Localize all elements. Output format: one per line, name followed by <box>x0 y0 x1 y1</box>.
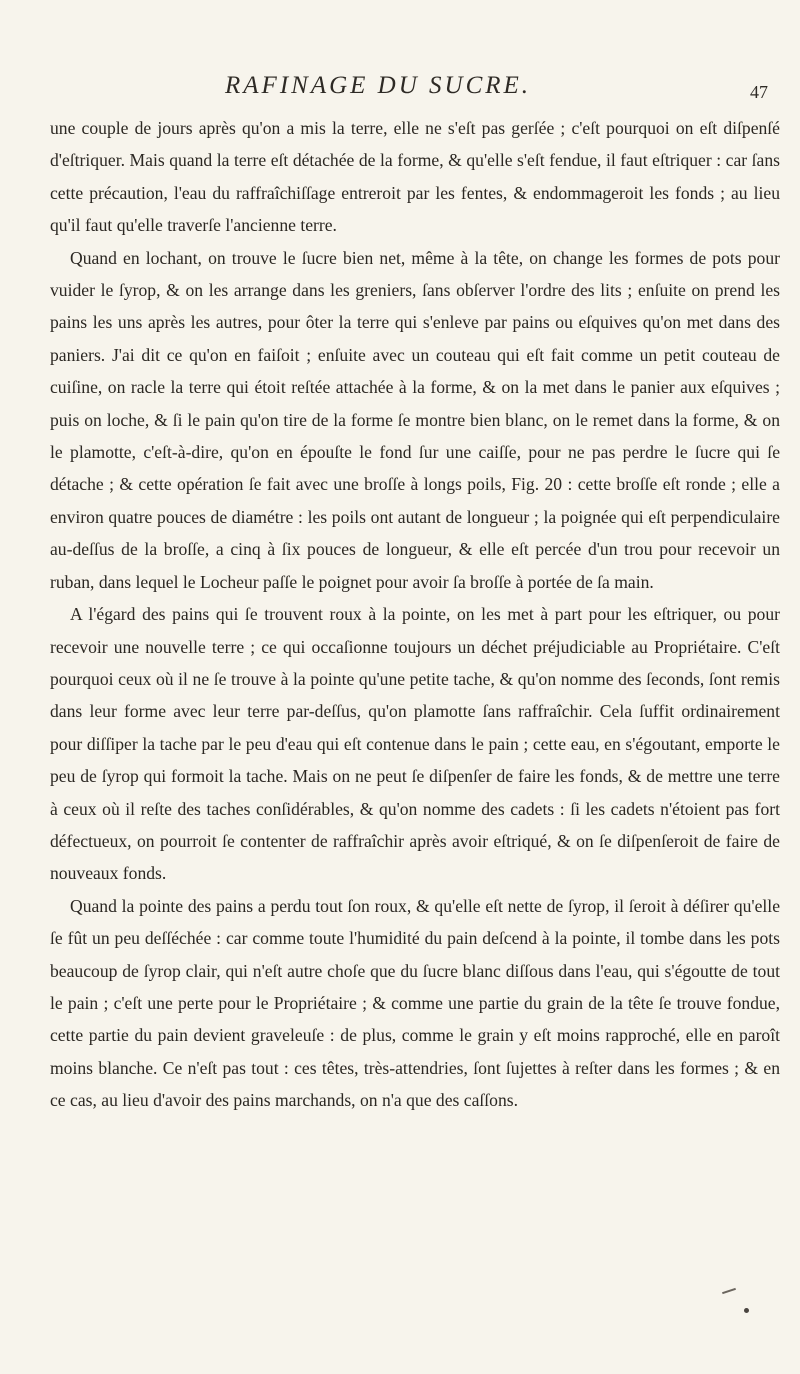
body-text <box>50 112 780 1117</box>
paragraph-3: A l'égard des pains qui ſe trouvent roux à la pointe, on les met à part pour les eſtriquer, ou pour recevoir une nouvelle terre ; ce qui occaſionne toujours un déchet préjudiciable au Propriétaire. C'eſt pourquoi ceux où il ne ſe trouve à la pointe qu'une petite tache, & qu'on nomme des ſeconds, ſont remis dans leur forme avec leur terre par-deſſus, qu'on plamotte ſans raffraîchir. Cela ſuffit ordinairement pour diſſiper la tache par le peu d'eau qui eſt contenue dans le pain ; cette eau, en s'égoutant, emporte le peu de ſyrop qui formoit la tache. Mais on ne peut ſe diſpenſer de faire les fonds, & de mettre une terre à ceux où il reſte des taches conſidérables, & qu'on nomme des cadets : ſi les cadets n'étoient pas fort défectueux, on pourroit ſe contenter de raffraîchir après avoir eſtriqué, & on ſe diſpenſeroit de faire de nouveaux fonds. <box>50 604 780 884</box>
running-title: RAFINAGE DU SUCRE. <box>225 72 532 99</box>
page-header <box>0 72 800 112</box>
ink-dot <box>744 1308 749 1313</box>
paragraph-2: Quand en lochant, on trouve le ſucre bien net, même à la tête, on change les formes de pots pour vuider le ſyrop, & on les arrange dans les greniers, ſans obſerver l'ordre des lits ; enſuite on prend les pains les uns après les autres, pour ôter la terre qui s'enleve par pains ou eſquives qu'on met dans des paniers. J'ai dit ce qu'on en faiſoit ; enſuite avec un couteau qui eſt fait comme un petit couteau de cuiſine, on racle la terre qui étoit reſtée attachée à la forme, & on la met dans le panier aux eſquives ; puis on loche, & ſi le pain qu'on tire de la forme ſe montre bien blanc, on le remet dans la forme, & on le plamotte, c'eſt-à-dire, qu'on en épouſte le fond ſur une caiſſe, pour ne pas perdre le ſucre qui ſe détache ; & cette opération ſe fait avec une broſſe à longs poils, Fig. 20 : cette broſſe eſt ronde ; elle a environ quatre pouces de diamétre : les poils ont autant de longueur ; la poignée qui eſt perpendiculaire au-deſſus de la broſſe, a cinq à ſix pouces de longueur, & elle eſt percée d'un trou pour recevoir un ruban, dans lequel le Locheur paſſe le poignet pour avoir ſa broſſe à portée de ſa main. <box>50 247 780 592</box>
pencil-mark <box>722 1288 736 1294</box>
paragraph-4: Quand la pointe des pains a perdu tout ſon roux, & qu'elle eſt nette de ſyrop, il ſeroit à déſirer qu'elle ſe fût un peu deſſéchée : car comme toute l'humidité du pain deſcend à la pointe, il tombe dans les pots beaucoup de ſyrop clair, qui n'eſt autre choſe que du ſucre blanc diſſous dans l'eau, qui s'égoutte de tout le pain ; c'eſt une perte pour le Propriétaire ; & comme une partie du grain de la tête ſe trouve fondue, cette partie du pain devient graveleuſe : de plus, comme le grain y eſt moins rapproché, elle en paroît moins blanche. Ce n'eſt pas tout : ces têtes, très-attendries, ſont ſujettes à reſter dans les formes ; & en ce cas, au lieu d'avoir des pains marchands, on n'a que des caſſons. <box>50 895 780 1111</box>
page-number: 47 <box>750 82 768 102</box>
paragraph-1: une couple de jours après qu'on a mis la terre, elle ne s'eſt pas gerſée ; c'eſt pourquoi on eſt diſpenſé d'eſtriquer. Mais quand la terre eſt détachée de la forme, & qu'elle s'eſt fendue, il faut eſtriquer : car ſans cette précaution, l'eau du raffraîchiſſage entreroit par les fentes, & endommageroit les fonds ; au lieu qu'il faut qu'elle traverſe l'ancienne terre. <box>50 118 780 236</box>
